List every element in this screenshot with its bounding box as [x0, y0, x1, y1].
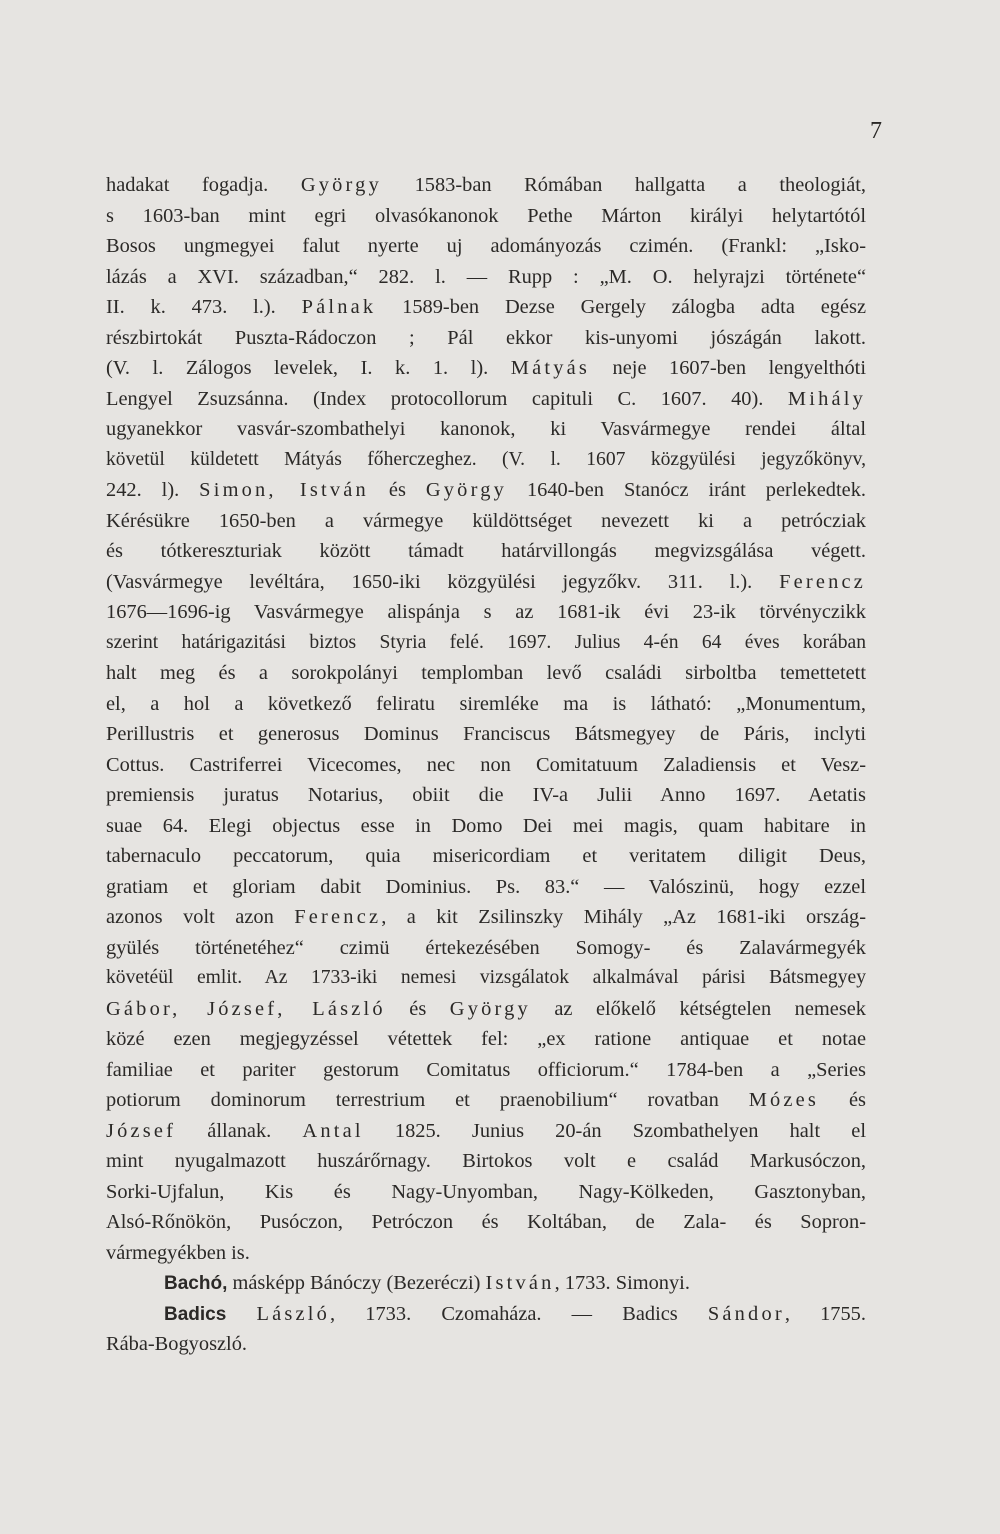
spaced-name: István [485, 1272, 555, 1294]
text-line: 1676—1696-ig Vasvármegye alispánja s az 1681-ik évi 23-ik törvényczikk [106, 601, 866, 623]
text-line: halt meg és a sorokpolányi templomban levő családi sirboltba temettetett [106, 662, 866, 684]
text-line: II. k. 473. l.). Pálnak 1589-ben Dezse Gergely zálogba adta egész [106, 296, 866, 318]
entry-bacho: Bachó, másképp Bánóczy (Bezeréczi) István, 1733. Simonyi. [164, 1272, 690, 1294]
spaced-name: József [106, 1119, 177, 1142]
text-line: lázás a XVI. században,“ 282. l. — Rupp : „M. O. helyrajzi története“ [106, 265, 866, 288]
text-line: el, a hol a következő feliratu siremléke ma is látható: „Monumentum, [106, 692, 866, 715]
text-line: követül küldetett Mátyás főherczeghez. (V. l. 1607 közgyülési jegyzőkönyv, [106, 448, 866, 470]
text-line: potiorum dominorum terrestrium et praenobilium“ rovatban Mózes és [106, 1089, 866, 1111]
text-line: Sorki-Ujfalun, Kis és Nagy-Unyomban, Nagy-Kölkeden, Gasztonyban, [106, 1180, 866, 1203]
text-line: (Vasvármegye levéltára, 1650-iki közgyülési jegyzőkv. 311. l.). Ferencz [106, 570, 866, 593]
text-line: és tótkereszturiak között támadt határvillongás megvizsgálása végett. [106, 540, 866, 562]
text-line: premiensis juratus Notarius, obiit die IV-a Julii Anno 1697. Aetatis [106, 784, 866, 806]
spaced-name: György [300, 174, 382, 196]
text-line: Kérésükre 1650-ben a vármegye küldöttséget nevezett ki a petrócziak [106, 509, 866, 532]
text-line: suae 64. Elegi objectus esse in Domo Dei mei magis, quam habitare in [106, 814, 866, 837]
text-line: követéül emlit. Az 1733-iki nemesi vizsgálatok alkalmával párisi Bátsmegyey [106, 967, 866, 988]
text-line: s 1603-ban mint egri olvasókanonok Pethe Márton királyi helytartótól [106, 204, 866, 227]
spaced-name: Pálnak [301, 296, 377, 318]
text-line: Bosos ungmegyei falut nyerte uj adományozás czimén. (Frankl: „Isko- [106, 235, 866, 257]
entry-heading: Bachó, [164, 1273, 228, 1294]
page-number: 7 [870, 118, 882, 144]
body-text [106, 170, 866, 1360]
text-line: Cottus. Castriferrei Vicecomes, nec non Comitatuum Zaladiensis et Vesz- [106, 753, 866, 776]
spaced-name: Simon, István [199, 479, 369, 501]
spaced-name: Mózes [748, 1089, 820, 1111]
text-line: gyülés történetéhez“ czimü értekezésében Somogy- és Zalavármegyék [106, 936, 866, 959]
text-line: közé ezen megjegyzéssel vétettek fel: „ex ratione antiquae et notae [106, 1028, 866, 1050]
text-line: ugyanekkor vasvár-szombathelyi kanonok, ki Vasvármegye rendei által [106, 418, 866, 440]
text-line: gratiam et gloriam dabit Dominius. Ps. 83.“ — Valószinü, hogy ezzel [106, 875, 866, 898]
text-line: Alsó-Rőnökön, Pusóczon, Petróczon és Koltában, de Zala- és Sopron- [106, 1211, 866, 1233]
text-line: tabernaculo peccatorum, quia misericordiam et veritatem diligit Deus, [106, 845, 866, 867]
text-line: Lengyel Zsuzsánna. (Index protocollorum capituli C. 1607. 40). Mihály [106, 387, 866, 410]
text-line: Perillustris et generosus Dominus Franciscus Bátsmegyey de Páris, inclyti [106, 723, 866, 745]
text-line: familiae et pariter gestorum Comitatus officiorum.“ 1784-ben a „Series [106, 1058, 866, 1081]
text-line: 242. l). Simon, István és György 1640-ben Stanócz iránt perlekedtek. [106, 479, 866, 501]
spaced-name: Mátyás [510, 357, 590, 379]
spaced-name: László [256, 1302, 331, 1325]
spaced-name: Sándor [707, 1302, 785, 1325]
spaced-name: Antal [302, 1119, 364, 1142]
spaced-name: Ferencz [779, 570, 866, 593]
entry-heading: Badics [164, 1303, 227, 1325]
spaced-name: György [449, 997, 531, 1020]
entry-badics-continuation: Rába-Bogyoszló. [106, 1333, 248, 1355]
text-line: részbirtokát Puszta-Rádoczon ; Pál ekkor kis-unyomi jószágán lakott. [106, 326, 866, 349]
text-line: hadakat fogadja. György 1583-ban Rómában hallgatta a theologiát, [106, 174, 867, 196]
spaced-name: Mihály [787, 387, 866, 410]
text-line: József állanak. Antal 1825. Junius 20-án Szombathelyen halt el [106, 1119, 866, 1142]
spaced-name: György [425, 479, 507, 501]
text-line: azonos volt azon Ferencz, a kit Zsilinszky Mihály „Az 1681-iki ország- [106, 906, 866, 928]
spaced-name: Gábor, József, László [106, 997, 386, 1020]
spaced-name: Ferencz [294, 906, 382, 928]
entry-badics: Badics László, 1733. Czomaháza. — Badics Sándor, 1755. [164, 1302, 866, 1325]
text-line: Gábor, József, László és György az előkelő kétségtelen nemesek [106, 997, 866, 1020]
text-line: vármegyékben is. [106, 1241, 250, 1264]
text-line: szerint határigazitási biztos Styria felé. 1697. Julius 4-én 64 éves korában [106, 631, 866, 653]
text-line: (V. l. Zálogos levelek, I. k. 1. l). Mátyás neje 1607-ben lengyelthóti [106, 357, 866, 379]
text-line: mint nyugalmazott huszárőrnagy. Birtokos volt e család Markusóczon, [106, 1150, 866, 1172]
